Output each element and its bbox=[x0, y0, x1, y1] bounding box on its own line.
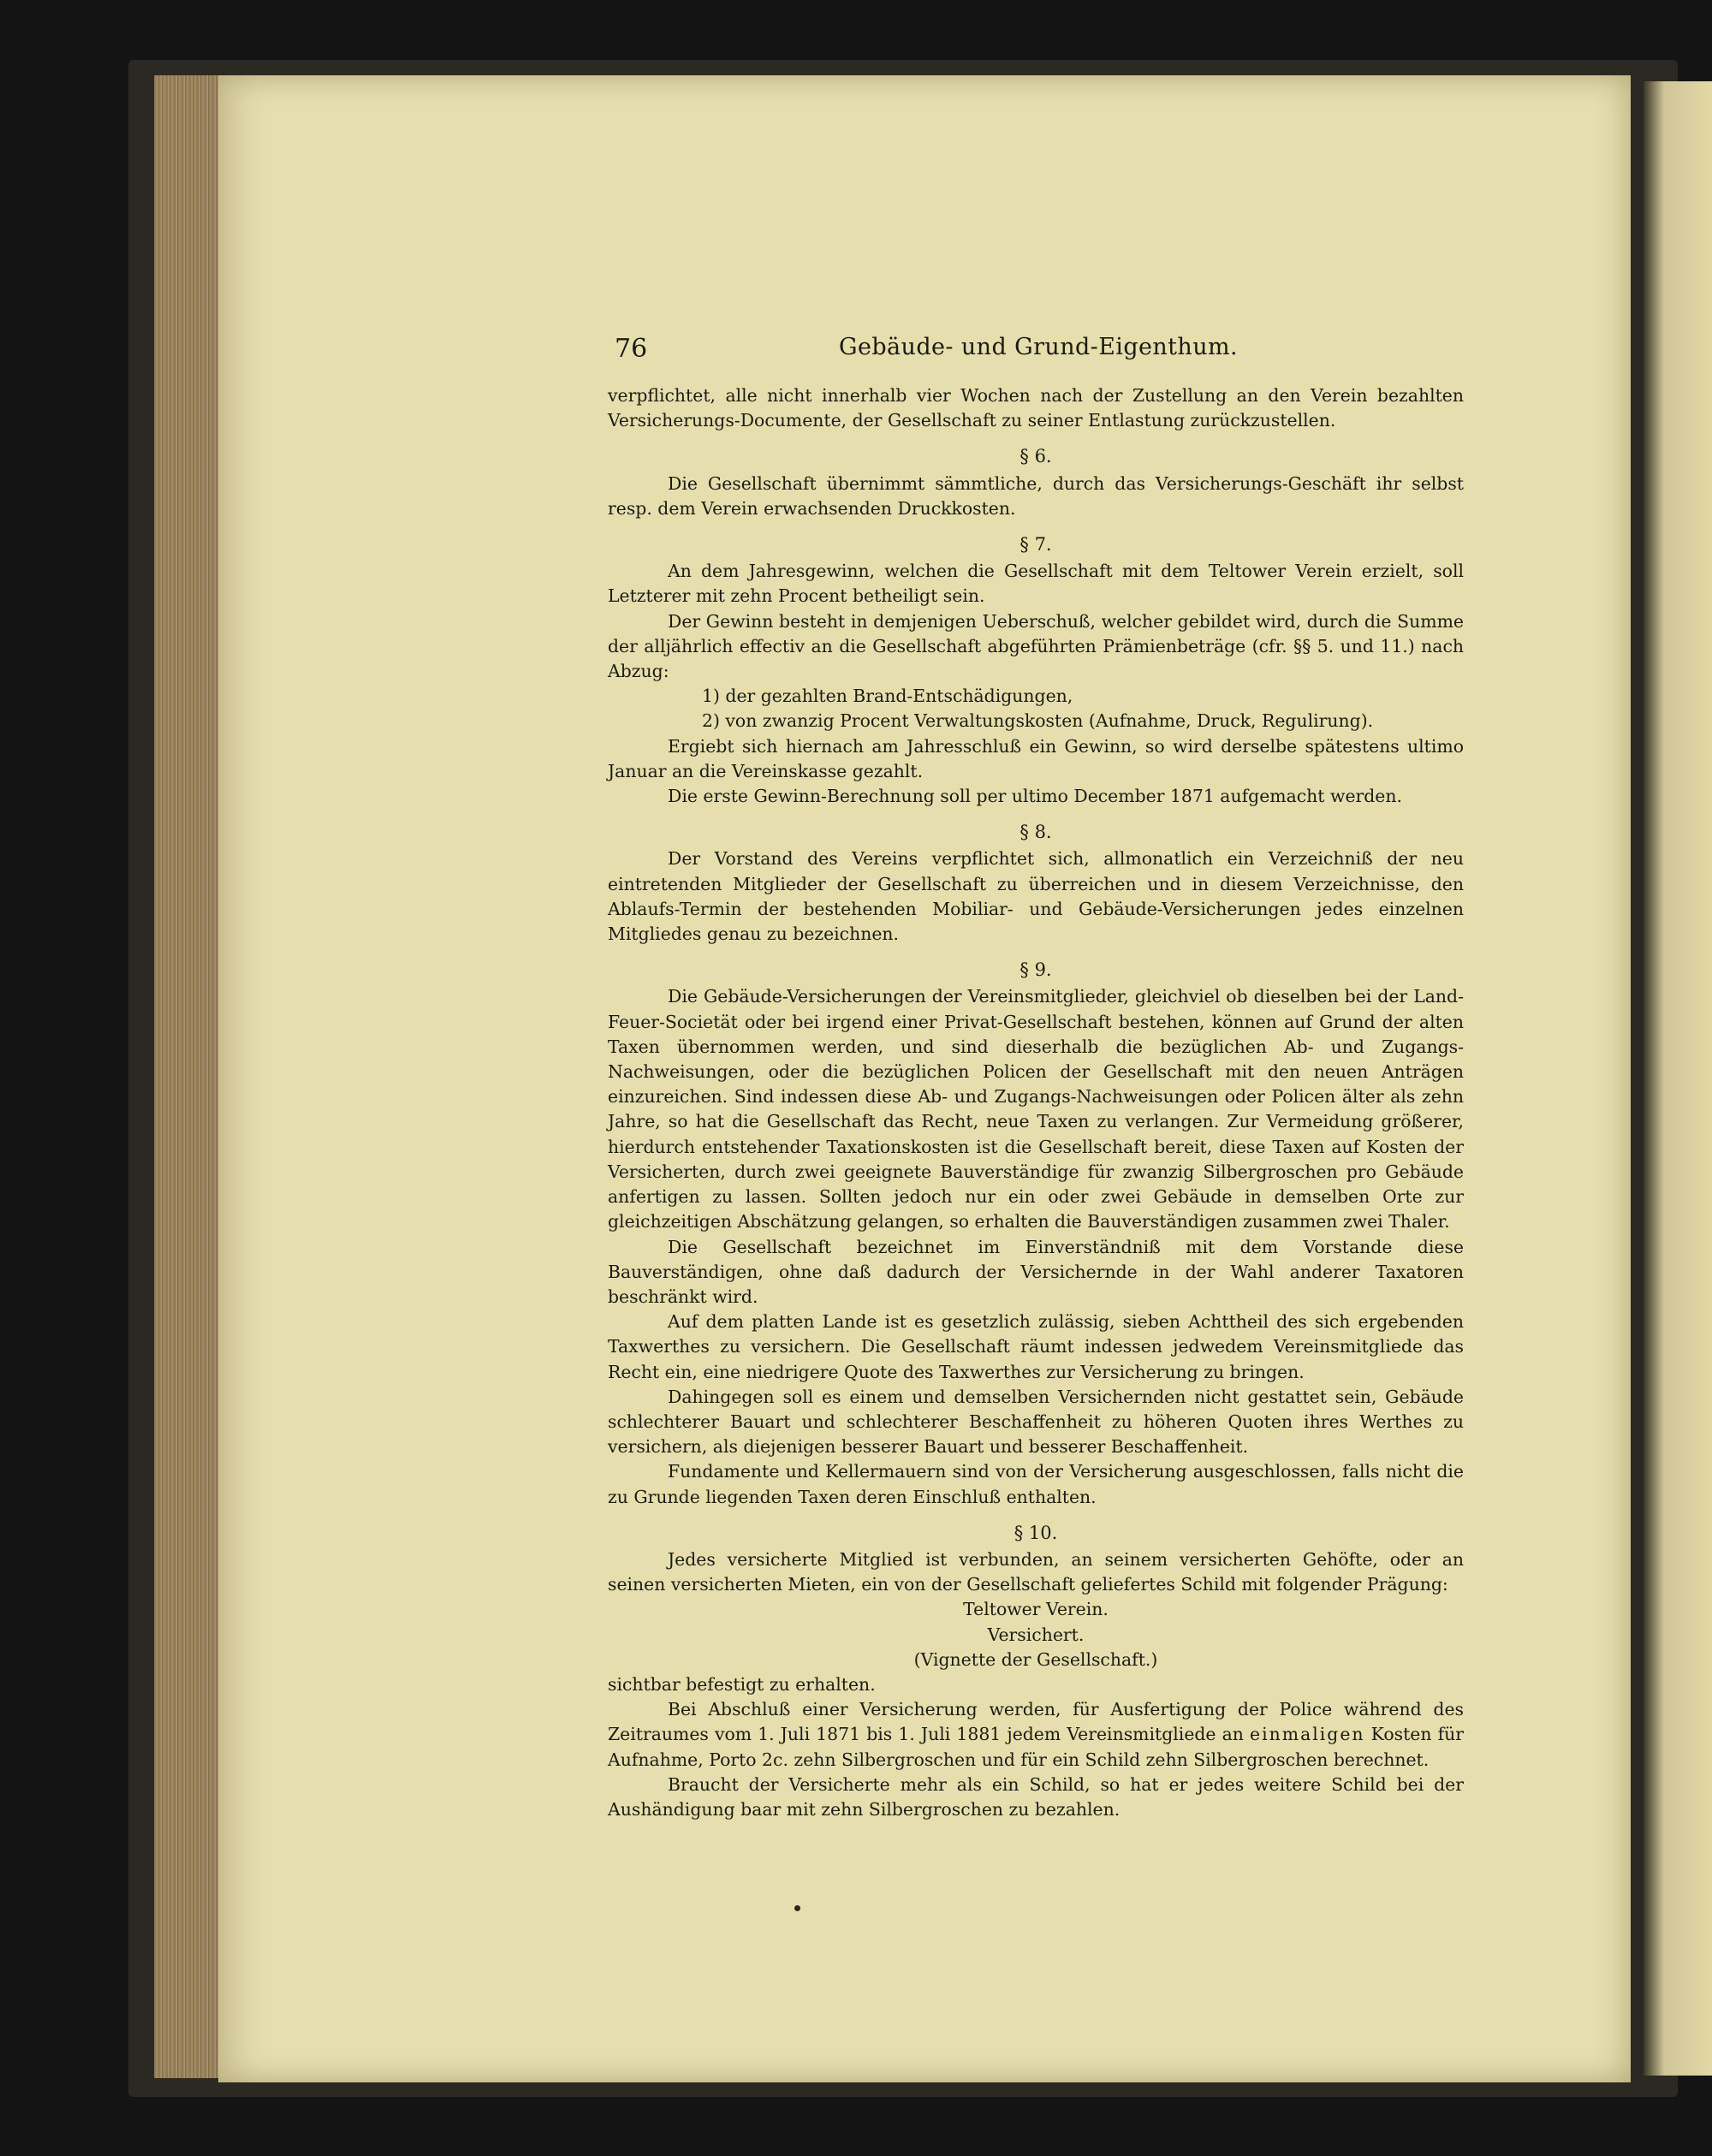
paragraph: Die Gebäude-Versicherungen der Vereinsmitglieder, gleichviel ob dieselben bei der Land-Feuer-Societät oder bei irgend einer Privat-Gesellschaft bestehen, können auf Grund der alten Taxen übernommen werden, und sind dieserhalb die bezüglichen Ab- und Zugangs-Nachweisungen, oder die bezüglichen Policen der Gesellschaft mit den neuen Anträgen einzureichen. Sind indessen diese Ab- und Zugangs-Nachweisungen oder Policen älter als zehn Jahre, so hat die Gesellschaft das Recht, neue Taxen zu verlangen. Zur Vermeidung größerer, hierdurch entstehender Taxationskosten ist die Gesellschaft bereit, diese Taxen auf Kosten der Versicherten, durch zwei geeignete Bauverständige für zwanzig Silbergroschen pro Gebäude anfertigen zu lassen. Sollten jedoch nur ein oder zwei Gebäude in demselben Orte zur gleichzeitigen Abschätzung gelangen, so erhalten die Bauverständigen zusammen zwei Thaler. bbox=[608, 986, 1464, 1232]
paragraph: verpflichtet, alle nicht innerhalb vier Wochen nach der Zustellung an den Verein bezahlten Versicherungs-Documente, der Gesellschaft zu seiner Entlastung zurückzustellen. bbox=[608, 385, 1464, 431]
page-header bbox=[615, 334, 1462, 368]
paragraph: Braucht der Versicherte mehr als ein Schild, so hat er jedes weitere Schild bei der Aushändigung baar mit zehn Silbergroschen zu bezahlen. bbox=[608, 1773, 1464, 1820]
section-heading: § 6. bbox=[1019, 446, 1052, 467]
shield-text-line: Teltower Verein. bbox=[963, 1599, 1109, 1620]
section-heading: § 7. bbox=[1019, 534, 1052, 555]
shield-text-line: Versichert. bbox=[987, 1624, 1085, 1645]
paragraph: Die erste Gewinn-Berechnung soll per ultimo December 1871 aufgemacht werden. bbox=[668, 786, 1402, 807]
page-edges bbox=[154, 75, 221, 2078]
section-heading: § 10. bbox=[1014, 1522, 1058, 1543]
paragraph: Die Gesellschaft übernimmt sämmtliche, durch das Versicherungs-Geschäft ihr selbst resp. dem Verein erwachsenden Druckkosten. bbox=[608, 472, 1464, 519]
paragraph: Ergiebt sich hiernach am Jahresschluß ein Gewinn, so wird derselbe spätestens ultimo Januar an die Vereinskasse gezahlt. bbox=[608, 735, 1464, 781]
section-heading: § 9. bbox=[1019, 959, 1052, 981]
list-item: 2) von zwanzig Procent Verwaltungskosten (Aufnahme, Druck, Regulirung). bbox=[702, 710, 1374, 732]
facing-page-edge bbox=[1644, 81, 1712, 2076]
paragraph: Die Gesellschaft bezeichnet im Einverständniß mit dem Vorstande diese Bauverständigen, ohne daß dadurch der Versichernde in der Wahl anderer Taxatoren beschränkt wird. bbox=[608, 1236, 1464, 1307]
paragraph bbox=[608, 1697, 1464, 1773]
paragraph: sichtbar befestigt zu erhalten. bbox=[608, 1673, 876, 1695]
text-run: Bei Abschluß einer Versicherung werden, für Ausfertigung der Police während des Zeitraumes vom 1. Juli 1871 bis 1. Juli 1881 jedem Vereinsmitgliede an bbox=[608, 1699, 1464, 1745]
paragraph: Fundamente und Kellermauern sind von der Versicherung ausgeschlossen, falls nicht die zu Grunde liegenden Taxen deren Einschluß enthalten. bbox=[608, 1461, 1464, 1507]
paragraph: Auf dem platten Lande ist es gesetzlich zulässig, sieben Achttheil des sich ergebenden Taxwerthes zu versichern. Die Gesellschaft räumt indessen jedwedem Vereinsmitgliede das Recht ein, eine niedrigere Quote des Taxwerthes zur Versicherung zu bringen. bbox=[608, 1311, 1464, 1382]
paragraph: Dahingegen soll es einem und demselben Versichernden nicht gestattet sein, Gebäude schlechterer Bauart und schlechterer Beschaffenheit zu höheren Quoten ihres Werthes zu versichern, als diejenigen besserer Bauart und besserer Beschaffenheit. bbox=[608, 1386, 1464, 1458]
paragraph: An dem Jahresgewinn, welchen die Gesellschaft mit dem Teltower Verein erzielt, soll Letzterer mit zehn Procent betheiligt sein. bbox=[608, 561, 1464, 607]
emphasized-word: einmaligen bbox=[1250, 1724, 1365, 1745]
page-number: 76 bbox=[615, 334, 648, 364]
paragraph: Der Gewinn besteht in demjenigen Ueberschuß, welcher gebildet wird, durch die Summe der alljährlich effectiv an die Gesellschaft abgeführten Prämienbeträge (cfr. §§ 5. und 11.) nach Abzug: bbox=[608, 610, 1464, 682]
shield-text-line: (Vignette der Gesellschaft.) bbox=[913, 1648, 1158, 1670]
paragraph: Der Vorstand des Vereins verpflichtet sich, allmonatlich ein Verzeichniß der neu eintretenden Mitglieder der Gesellschaft zu überreichen und in diesem Verzeichnisse, den Ablaufs-Termin der bestehenden Mobiliar- und Gebäude-Versicherungen jedes einzelnen Mitgliedes genau zu bezeichnen. bbox=[608, 848, 1464, 945]
paragraph: Jedes versicherte Mitglied ist verbunden, an seinem versicherten Gehöfte, oder an seinen versicherten Mieten, ein von der Gesellschaft geliefertes Schild mit folgender Prägung: bbox=[608, 1548, 1464, 1595]
list-item: 1) der gezahlten Brand-Entschädigungen, bbox=[702, 686, 1073, 707]
section-heading: § 8. bbox=[1019, 822, 1052, 843]
text-run: Kosten für Aufnahme, Porto 2c. zehn Silbergroschen und für ein Schild zehn Silbergroschen berechnet. bbox=[608, 1724, 1464, 1770]
ink-speck bbox=[794, 1905, 800, 1911]
page-body bbox=[608, 383, 1464, 1822]
running-title: Gebäude- und Grund-Eigenthum. bbox=[839, 334, 1238, 360]
